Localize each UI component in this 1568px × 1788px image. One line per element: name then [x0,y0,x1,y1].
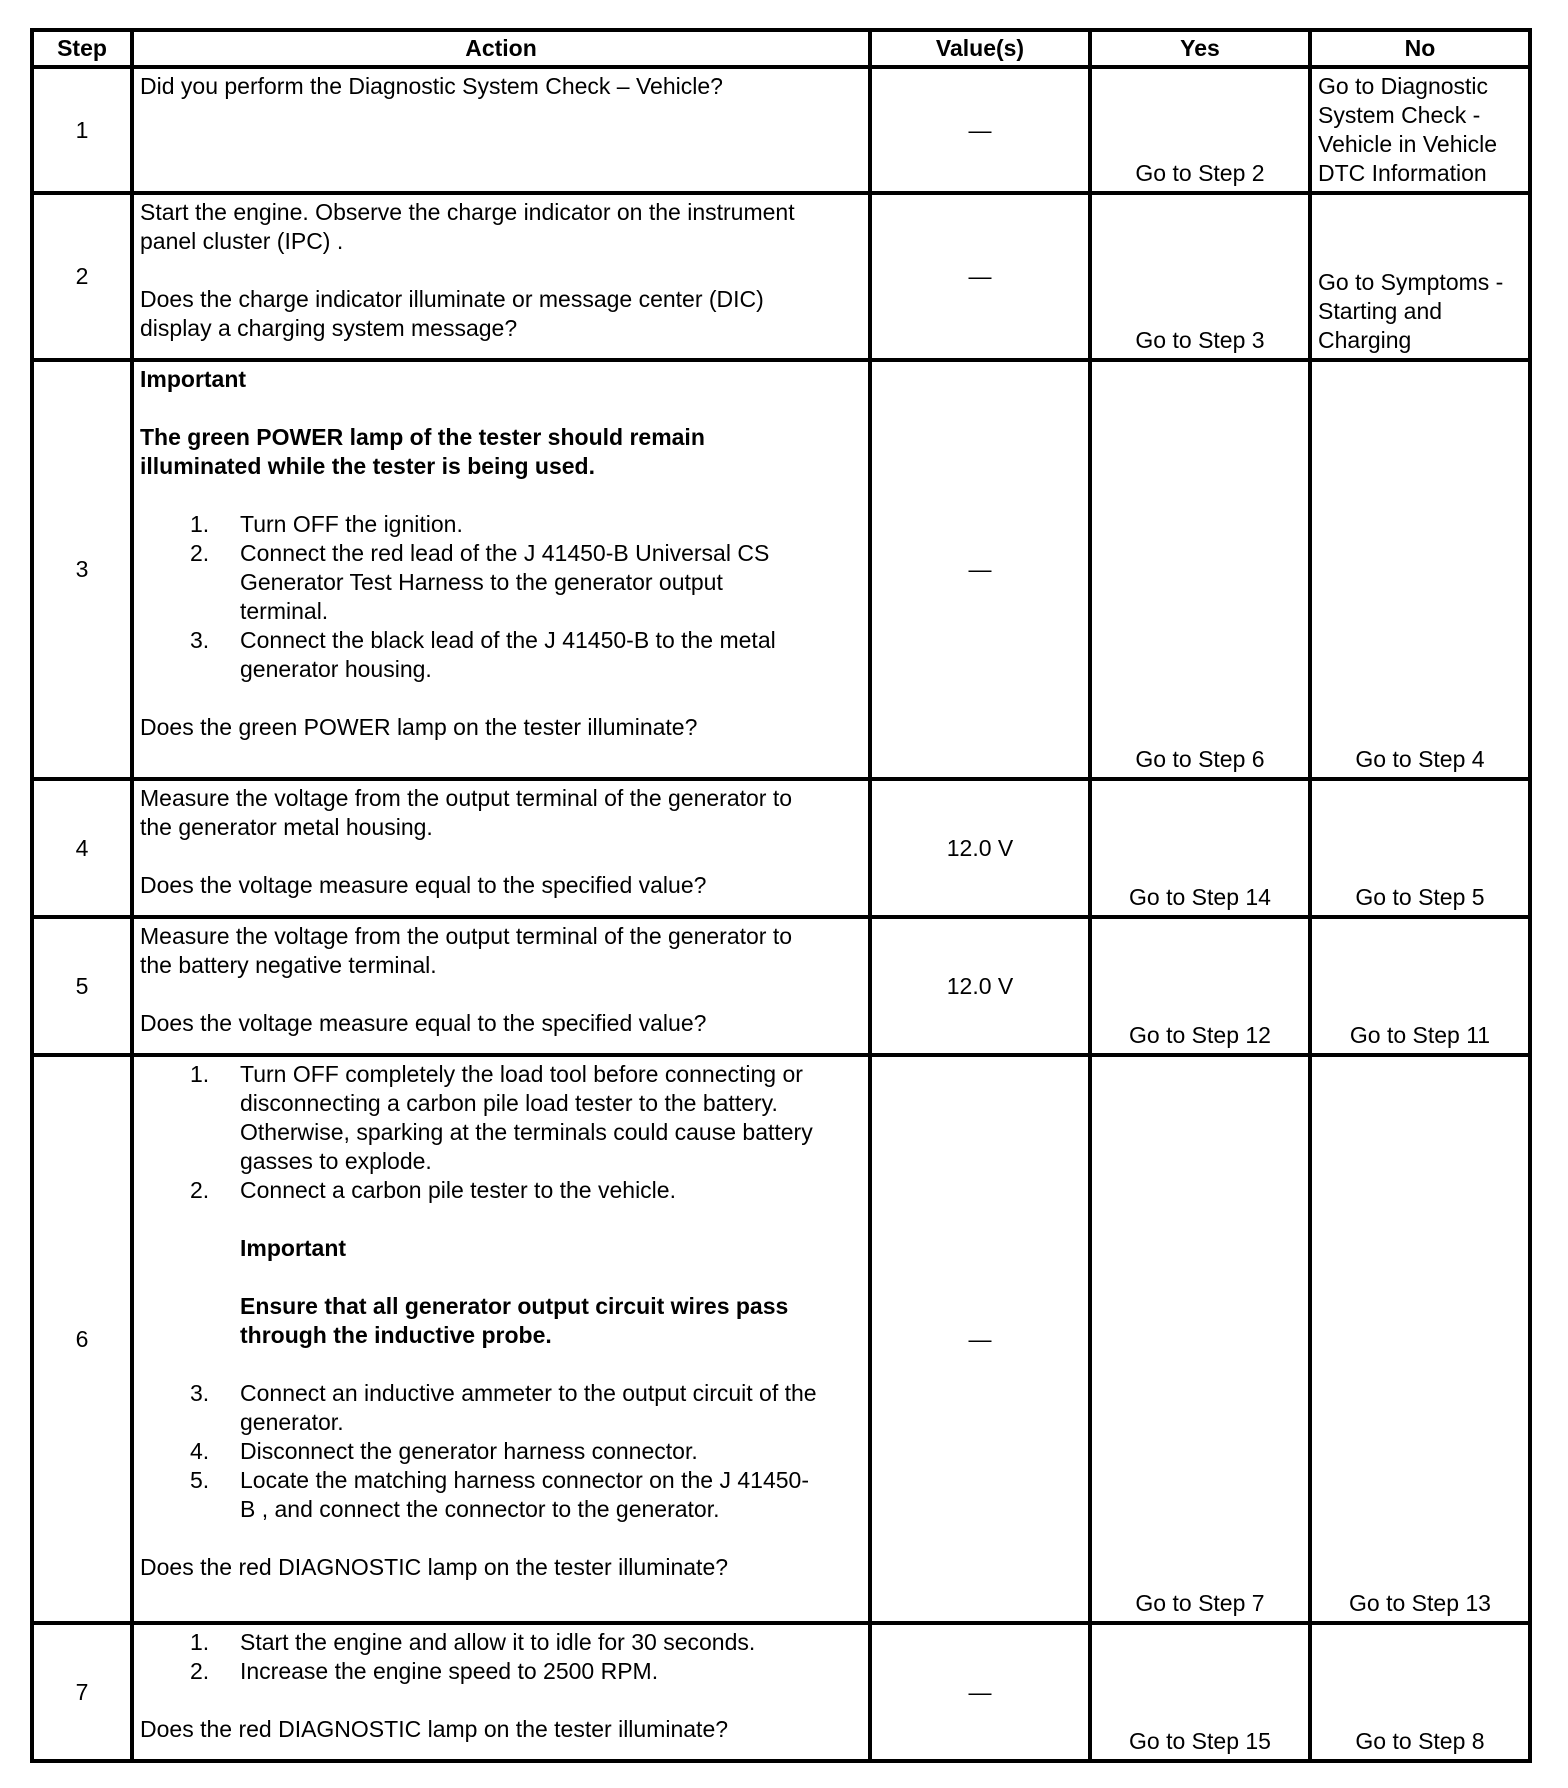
yes-cell: Go to Step 6 [1090,360,1310,779]
action-question: Did you perform the Diagnostic System Check – Vehicle? [140,73,723,99]
action-cell: 1. Turn OFF completely the load tool before connecting or disconnecting a carbon pile load tester to the battery. Otherwise, sparking at the terminals could cause battery gasses to explode. 2. Connect a carbon pile tester to the vehicle. Important Ensure that all generator output circuit wires pass through the inductive probe. 3. Connect an inductive ammeter to the output circuit of the generator. 4. Disconnect the generator harness connector. 5. Locate the matching harness connector on the J 41450- B , and connect the connector to the generator. Does the red DIAGNOSTIC lamp on the tester illuminate? [132,1055,870,1623]
yes-cell: Go to Step 2 [1090,67,1310,193]
table-row-step-1 [32,67,1530,193]
yes-cell: Go to Step 14 [1090,779,1310,917]
list-item: 3. Connect the black lead of the J 41450-B to the metal generator housing. [190,627,776,682]
table-row-step-7 [32,1623,1530,1761]
no-cell: Go to Step 13 [1310,1055,1530,1623]
step-number: 4 [32,779,132,917]
list-item: 2. Increase the engine speed to 2500 RPM. [190,1658,659,1684]
no-cell: Go to Step 5 [1310,779,1530,917]
diagnostic-table [30,28,1532,1763]
action-cell: Important The green POWER lamp of the tester should remain illuminated while the tester is being used. 1. Turn OFF the ignition. 2. Connect the red lead of the J 41450-B Universal CS Generator Test Harness to the generator output terminal. 3. Connect the black lead of the J 41450-B to the metal generator housing. Does the green POWER lamp on the tester illuminate? [132,360,870,779]
action-cell: Measure the voltage from the output terminal of the generator to the battery negative terminal. Does the voltage measure equal to the specified value? [132,917,870,1055]
action-cell: Start the engine. Observe the charge indicator on the instrument panel cluster (IPC) . Does the charge indicator illuminate or message center (DIC) display a charging system message? [132,193,870,360]
no-cell: Go to Step 4 [1310,360,1530,779]
table-row-step-6 [32,1055,1530,1623]
step-number: 3 [32,360,132,779]
value-cell: 12.0 V [870,779,1090,917]
step-number: 1 [32,67,132,193]
yes-cell: Go to Step 12 [1090,917,1310,1055]
important-label: Important [140,366,247,392]
table-row-step-4 [32,779,1530,917]
header-row [32,30,1530,67]
header-values: Value(s) [870,30,1090,67]
procedure-list [140,1628,862,1686]
table-row-step-2 [32,193,1530,360]
list-item: 5. Locate the matching harness connector on the J 41450- B , and connect the connector to the generator. [190,1467,809,1522]
important-label: Important [240,1235,347,1261]
value-cell: — [870,193,1090,360]
step-number: 2 [32,193,132,360]
list-item: 2. Connect a carbon pile tester to the vehicle. [190,1177,676,1203]
value-cell: — [870,360,1090,779]
value-cell: — [870,1055,1090,1623]
action-question: Does the red DIAGNOSTIC lamp on the tester illuminate? [140,1554,729,1580]
list-item: 2. Connect the red lead of the J 41450-B Universal CS Generator Test Harness to the generator output terminal. [190,540,770,624]
action-question: Does the red DIAGNOSTIC lamp on the tester illuminate? [140,1716,729,1742]
value-cell: — [870,1623,1090,1761]
action-question: Does the green POWER lamp on the tester illuminate? [140,714,698,740]
yes-cell: Go to Step 15 [1090,1623,1310,1761]
value-cell: — [870,67,1090,193]
no-cell: Go to Symptoms - Starting and Charging [1310,193,1530,360]
table-row-step-5 [32,917,1530,1055]
procedure-list [140,1379,862,1524]
no-cell: Go to Step 8 [1310,1623,1530,1761]
action-question: Does the voltage measure equal to the specified value? [140,872,707,898]
procedure-list [140,510,862,684]
list-item: 3. Connect an inductive ammeter to the output circuit of the generator. [190,1380,817,1435]
step-number: 7 [32,1623,132,1761]
action-question: Does the voltage measure equal to the specified value? [140,1010,707,1036]
no-cell: Go to Diagnostic System Check - Vehicle in Vehicle DTC Information [1310,67,1530,193]
value-cell: 12.0 V [870,917,1090,1055]
header-yes: Yes [1090,30,1310,67]
table-row-step-3 [32,360,1530,779]
list-item: 1. Turn OFF completely the load tool before connecting or disconnecting a carbon pile load tester to the battery. Otherwise, sparking at the terminals could cause battery gasses to explode. [190,1061,813,1174]
list-item: 4. Disconnect the generator harness connector. [190,1438,698,1464]
list-item: 1. Turn OFF the ignition. [190,511,463,537]
header-action: Action [132,30,870,67]
action-cell [132,67,870,193]
no-cell: Go to Step 11 [1310,917,1530,1055]
action-cell [132,1623,870,1761]
list-item: 1. Start the engine and allow it to idle for 30 seconds. [190,1629,756,1655]
step-number: 6 [32,1055,132,1623]
procedure-list [140,1060,862,1205]
yes-cell: Go to Step 7 [1090,1055,1310,1623]
header-step: Step [32,30,132,67]
yes-cell: Go to Step 3 [1090,193,1310,360]
action-cell: Measure the voltage from the output terminal of the generator to the generator metal housing. Does the voltage measure equal to the specified value? [132,779,870,917]
step-number: 5 [32,917,132,1055]
header-no: No [1310,30,1530,67]
